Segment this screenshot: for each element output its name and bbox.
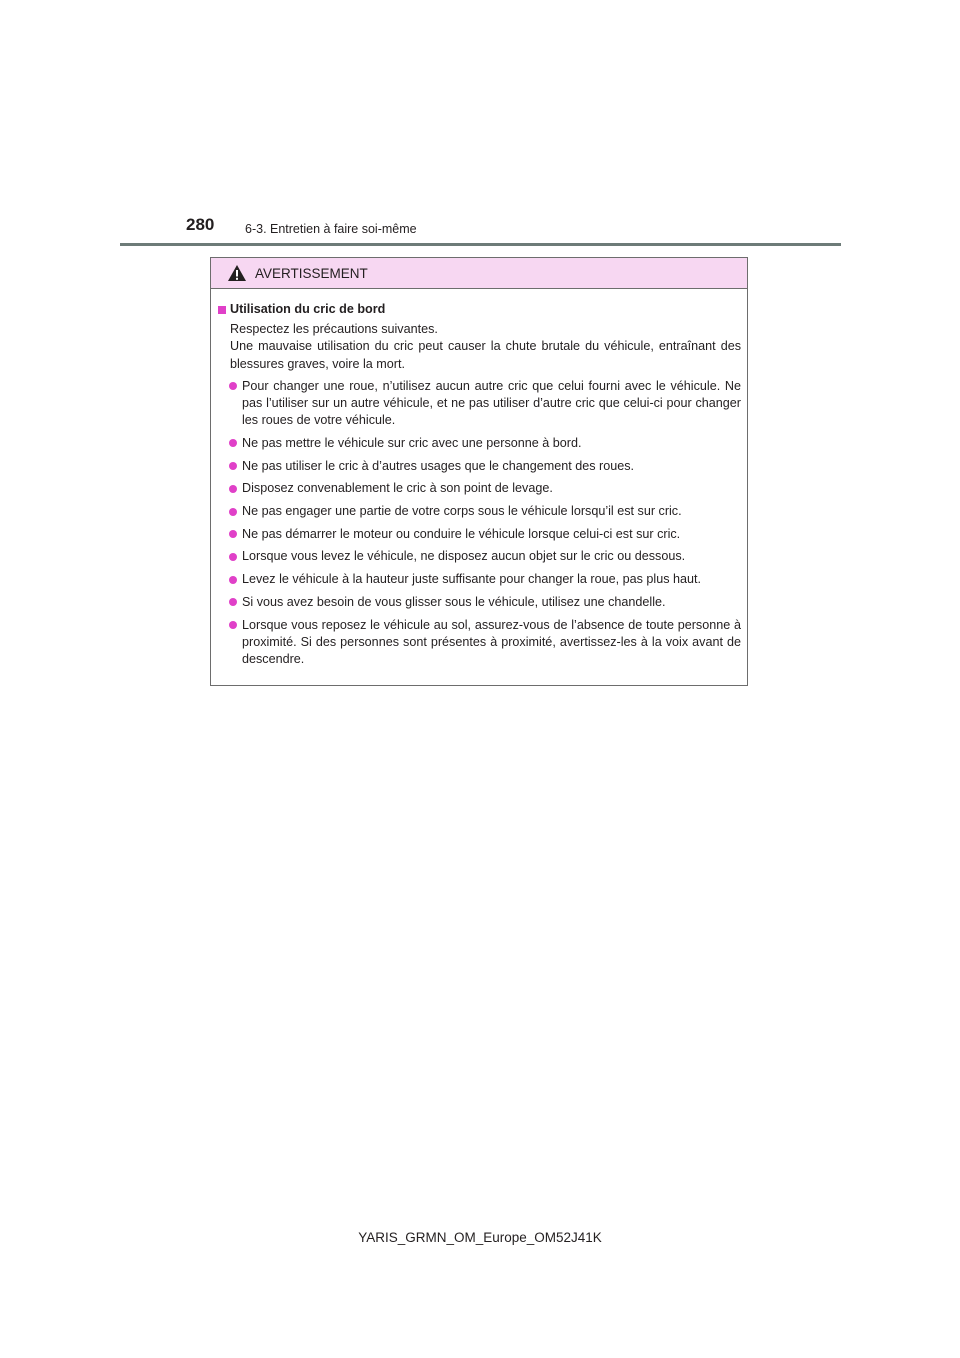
warning-box: [210, 257, 748, 686]
round-bullet-icon: [229, 508, 237, 516]
warning-bullet-text: Levez le véhicule à la hauteur juste suffisante pour changer la roue, pas plus haut.: [242, 572, 702, 587]
round-bullet-icon: [229, 462, 237, 470]
warning-bullet-text: Pour changer une roue, n’utilisez aucun autre cric que celui fourni avec le véhicule. Ne pas l’utiliser sur un autre véhicule, et ne pas utiliser d’autre cric que celui-ci pour changer les roues de votre véhicule.: [242, 378, 741, 428]
intro-line: Une mauvaise utilisation du cric peut causer la chute brutale du véhicule, entraînant des blessures graves, voire la mort.: [230, 339, 741, 371]
warning-bullet-item: [218, 378, 741, 430]
section-title: 6-3. Entretien à faire soi-même: [245, 222, 417, 236]
warning-bullet-item: [218, 480, 741, 497]
round-bullet-icon: [229, 382, 237, 390]
round-bullet-icon: [229, 530, 237, 538]
warning-topic: [218, 301, 741, 318]
intro-line: Respectez les précautions suivantes.: [230, 322, 438, 337]
warning-bullet-text: Ne pas démarrer le moteur ou conduire le véhicule lorsque celui-ci est sur cric.: [242, 526, 681, 541]
warning-bullet-item: [218, 548, 741, 565]
square-bullet-icon: [218, 306, 226, 314]
round-bullet-icon: [229, 553, 237, 561]
round-bullet-icon: [229, 598, 237, 606]
warning-header: [211, 258, 747, 289]
warning-bullet-item: [218, 571, 741, 588]
footer-document-code: YARIS_GRMN_OM_Europe_OM52J41K: [358, 1230, 602, 1245]
warning-bullet-text: Lorsque vous reposez le véhicule au sol, assurez-vous de l’absence de toute personne à proximité. Si des personnes sont présentes à proximité, avertissez-les à la voix avant de descendre.: [242, 617, 741, 666]
round-bullet-icon: [229, 621, 237, 629]
bullet-list: [218, 378, 741, 668]
round-bullet-icon: [229, 485, 237, 493]
warning-body: [211, 289, 747, 668]
warning-bullet-text: Ne pas mettre le véhicule sur cric avec une personne à bord.: [242, 435, 582, 450]
warning-bullet-text: Ne pas engager une partie de votre corps sous le véhicule lorsqu’il est sur cric.: [242, 504, 682, 519]
warning-title: AVERTISSEMENT: [255, 265, 368, 281]
warning-bullet-item: [218, 458, 741, 475]
warning-bullet-text: Disposez convenablement le cric à son point de levage.: [242, 481, 553, 496]
warning-bullet-text: Lorsque vous levez le véhicule, ne disposez aucun objet sur le cric ou dessous.: [242, 549, 686, 564]
warning-bullet-text: Si vous avez besoin de vous glisser sous le véhicule, utilisez une chandelle.: [242, 594, 666, 609]
warning-bullet-text: Ne pas utiliser le cric à d’autres usages que le changement des roues.: [242, 458, 635, 473]
warning-topic-label: Utilisation du cric de bord: [230, 302, 386, 316]
round-bullet-icon: [229, 576, 237, 584]
warning-bullet-item: [218, 435, 741, 452]
warning-intro: [218, 321, 741, 373]
round-bullet-icon: [229, 439, 237, 447]
warning-bullet-item: [218, 594, 741, 611]
warning-triangle-icon: [227, 264, 247, 282]
header-rule: [120, 243, 841, 246]
warning-bullet-item: [218, 617, 741, 669]
page-number: 280: [186, 215, 215, 234]
warning-bullet-item: [218, 503, 741, 520]
warning-bullet-item: [218, 526, 741, 543]
